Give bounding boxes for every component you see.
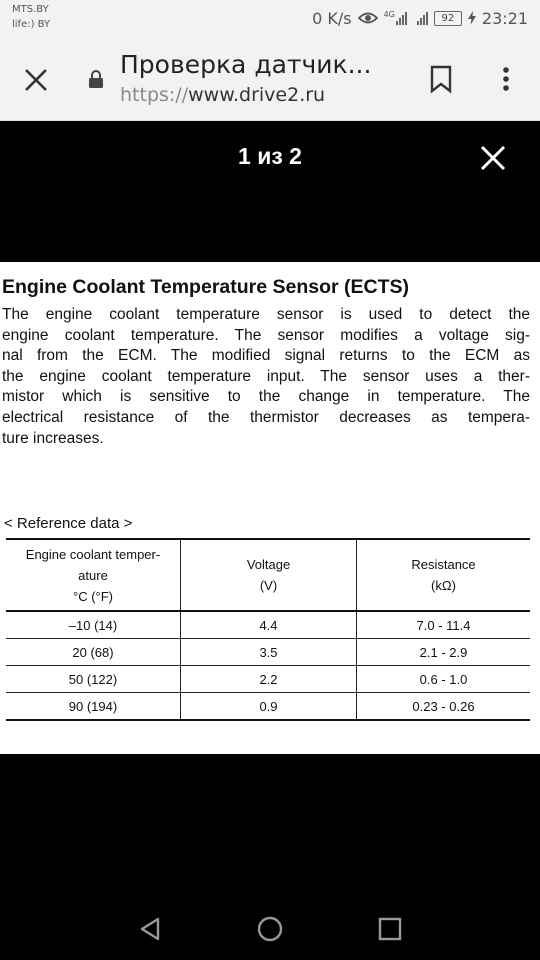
status-bar <box>0 0 540 38</box>
nav-home-icon[interactable] <box>255 914 285 944</box>
table-header-row <box>6 539 530 611</box>
header-text: (kΩ) <box>431 578 456 593</box>
close-tab-icon[interactable] <box>20 64 52 96</box>
document-image[interactable] <box>0 262 540 754</box>
body-line: nal from the ECM. The modified signal returns to the ECM as <box>2 347 530 365</box>
table-row <box>6 666 530 693</box>
cell-voltage: 4.4 <box>181 611 357 639</box>
body-line: the engine coolant temperature input. The sensor uses a ther- <box>2 367 530 385</box>
body-line: mistor which is sensitive to the change in temperature. The <box>2 388 530 406</box>
url-host: www.drive2.ru <box>188 84 326 106</box>
network-type-label: 4G <box>383 10 395 19</box>
cell-temperature: 50 (122) <box>6 666 181 693</box>
header-voltage <box>181 539 357 611</box>
cell-resistance: 0.23 - 0.26 <box>357 693 531 721</box>
url-display[interactable] <box>120 84 325 106</box>
charging-icon <box>468 11 476 25</box>
table-row <box>6 611 530 639</box>
cell-temperature: –10 (14) <box>6 611 181 639</box>
table-row <box>6 639 530 666</box>
nav-recents-icon[interactable] <box>375 914 405 944</box>
more-vert-icon[interactable] <box>494 64 518 94</box>
url-scheme: https:// <box>120 84 189 106</box>
nav-back-icon[interactable] <box>136 914 166 944</box>
header-resistance <box>357 539 531 611</box>
reference-data-label: < Reference data > <box>4 515 133 532</box>
document-body <box>2 305 530 449</box>
close-viewer-icon[interactable] <box>478 143 508 173</box>
cell-voltage: 0.9 <box>181 693 357 721</box>
body-line: The engine coolant temperature sensor is used to detect the <box>2 306 530 323</box>
cell-resistance: 2.1 - 2.9 <box>357 639 531 666</box>
header-text: Engine coolant temper- <box>25 546 161 562</box>
signal-strength-2-icon <box>417 11 428 25</box>
carrier-name-1: MTS.BY <box>12 4 49 15</box>
cell-resistance: 7.0 - 11.4 <box>357 611 531 639</box>
header-text: °C (°F) <box>73 588 113 604</box>
cell-resistance: 0.6 - 1.0 <box>357 666 531 693</box>
system-navigation-bar <box>0 900 540 960</box>
cell-temperature: 90 (194) <box>6 693 181 721</box>
header-temperature <box>6 539 181 611</box>
header-text: ature <box>78 567 108 583</box>
image-viewer-header <box>0 121 540 201</box>
browser-toolbar <box>0 38 540 121</box>
battery-indicator: 92 <box>434 11 462 26</box>
lock-icon <box>88 70 104 88</box>
carrier-name-2: life:) BY <box>12 19 51 30</box>
header-text: Voltage <box>246 557 291 572</box>
clock: 23:21 <box>481 8 528 28</box>
signal-strength-icon <box>396 11 407 25</box>
cell-temperature: 20 (68) <box>6 639 181 666</box>
reference-data-table <box>6 538 530 721</box>
cell-voltage: 2.2 <box>181 666 357 693</box>
table-row <box>6 693 530 721</box>
document-title: Engine Coolant Temperature Sensor (ECTS) <box>2 276 410 298</box>
cell-voltage: 3.5 <box>181 639 357 666</box>
page-title[interactable]: Проверка датчик... <box>120 50 372 79</box>
body-line: engine coolant temperature. The sensor modifies a voltage sig- <box>2 326 530 344</box>
data-speed: 0 K/s <box>312 8 352 28</box>
bookmark-icon[interactable] <box>428 64 454 94</box>
body-line: electrical resistance of the thermistor decreases as tempera- <box>2 408 530 426</box>
header-text: Resistance <box>411 557 476 572</box>
status-indicators <box>312 8 528 28</box>
header-text: (V) <box>259 578 278 593</box>
eye-icon <box>358 11 378 25</box>
body-line: ture increases. <box>2 429 104 447</box>
image-counter: 1 из 2 <box>238 143 302 169</box>
